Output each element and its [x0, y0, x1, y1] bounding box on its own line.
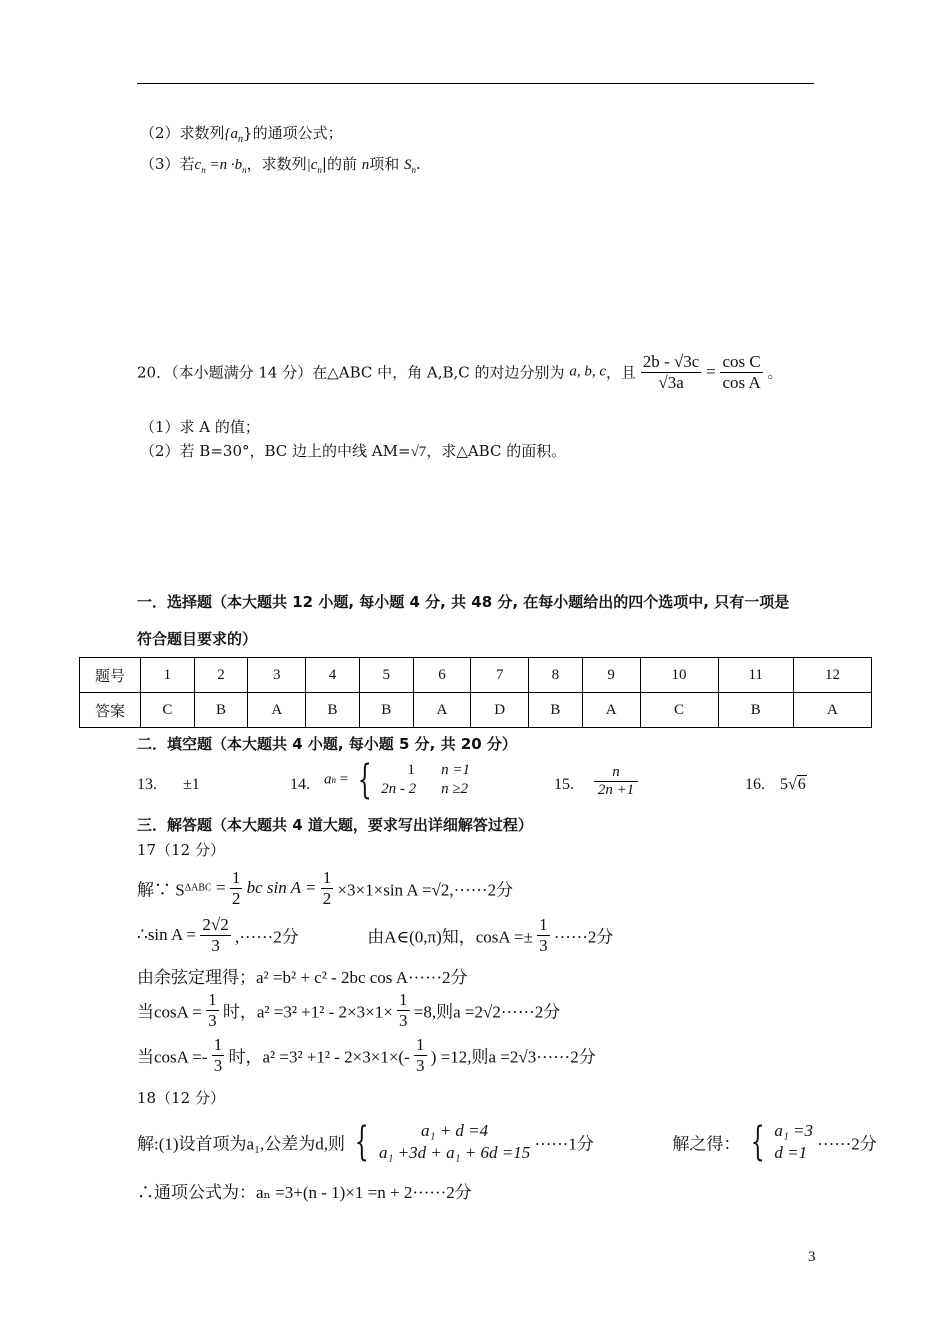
section1-title-line2: 符合题目要求的）	[137, 630, 258, 648]
table-cell: B	[718, 693, 793, 728]
table-cell: 4	[306, 658, 360, 693]
q16-number: 16.	[745, 776, 765, 793]
q14-answer: an = { 1 n =1 2n - 2 n ≥2	[324, 757, 471, 803]
q14-number: 14.	[290, 776, 310, 793]
table-header-cell: 题号	[80, 658, 141, 693]
table-cell: A	[582, 693, 640, 728]
q20-fraction-right: $\frac{\text{cos C}}{\text{cos A}}$	[722, 352, 761, 392]
table-cell: 12	[793, 658, 871, 693]
table-cell: 3	[248, 658, 306, 693]
left-brace-icon: {	[357, 757, 372, 803]
s17-line1: 解∵ SΔABC = $\frac{1}{2}$ bc sin A = $\frac{1}{2}$ ×3×1×sin A =√2,······2分	[137, 868, 514, 908]
table-cell: 9	[582, 658, 640, 693]
answer-table-row-numbers	[80, 658, 872, 693]
q17-label: 17（12 分）	[137, 841, 225, 859]
answer-table	[79, 657, 872, 728]
table-cell: C	[141, 693, 195, 728]
left-brace-icon: {	[750, 1119, 765, 1166]
table-cell: B	[194, 693, 248, 728]
table-cell: B	[359, 693, 413, 728]
q20-statement: 20．（本小题满分 14 分）在△ABC 中，角 A,B,C 的对边分别为 a, b, c，且 $\frac{2b - √3c}{√3a}$ = $\frac{\text{cos C}}{\text{cos A}}$ 。	[137, 352, 783, 392]
table-cell: A	[413, 693, 471, 728]
table-cell: 10	[640, 658, 718, 693]
table-cell: D	[471, 693, 529, 728]
q16-answer: 5√6	[780, 776, 806, 793]
header-rule	[137, 83, 814, 84]
section1-title-line1: 一．选择题（本大题共 12 小题, 每小题 4 分, 共 48 分, 在每小题给出的四个选项中, 只有一项是	[137, 593, 790, 611]
left-brace-icon: {	[355, 1119, 370, 1166]
q13-answer: ±1	[183, 776, 200, 793]
q20-part2: （2）若 B=30°，BC 边上的中线 AM=√7，求△ABC 的面积。	[140, 442, 567, 460]
q19-part3: （3）若$c_n =n \cdot b_n$，求数列$|c_n|$的前 n项和 $S_n$.	[140, 155, 421, 175]
section3-title: 三．解答题（本大题共 4 道大题，要求写出详细解答过程）	[137, 816, 533, 834]
s17-line4: 当cosA = $\frac{1}{3}$ 时，a² =3² +1² - 2×3×1× $\frac{1}{3}$ =8,则a =2√2······2分	[137, 990, 561, 1030]
s17-line5: 当cosA =- $\frac{1}{3}$ 时，a² =3² +1² - 2×3×1×(- $\frac{1}{3}$ ) =12,则a =2√3······2分	[137, 1035, 596, 1075]
s18-line2: ∴通项公式为：aₙ =3+(n - 1)×1 =n + 2······2分	[137, 1183, 472, 1202]
table-header-cell: 答案	[80, 693, 141, 728]
table-cell: B	[306, 693, 360, 728]
answer-table-row-answers	[80, 693, 872, 728]
s17-line2: ∴sin A = $\frac{2√2}{3}$ ,······2分 由A∈(0,π)知，cosA =± $\frac{1}{3}$ ······2分	[137, 915, 614, 955]
q20-fraction-left: $\frac{2b - √3c}{√3a}$	[642, 352, 700, 392]
section2-title: 二．填空题（本大题共 4 小题, 每小题 5 分, 共 20 分）	[137, 735, 517, 753]
q15-answer: $\frac{n}{2n +1}$	[594, 764, 638, 800]
table-cell: A	[248, 693, 306, 728]
page-number: 3	[808, 1249, 816, 1265]
table-cell: 1	[141, 658, 195, 693]
table-cell: 2	[194, 658, 248, 693]
q20-part1: （1）求 A 的值；	[140, 418, 260, 436]
table-cell: A	[793, 693, 871, 728]
q13-number: 13.	[137, 776, 157, 793]
table-cell: B	[529, 693, 583, 728]
s17-line3: 由余弦定理得；a² =b² + c² - 2bc cos A······2分	[137, 968, 468, 987]
table-cell: 8	[529, 658, 583, 693]
table-cell: 11	[718, 658, 793, 693]
q18-label: 18（12 分）	[137, 1089, 225, 1107]
table-cell: 5	[359, 658, 413, 693]
s18-line1: 解:(1)设首项为a₁,公差为d,则 { a₁ + d =4 a₁ +3d + a₁ + 6d =15 ······1分 解之得： { a₁ =3 d =1 ······2分	[137, 1119, 877, 1166]
q19-part2: （2）求数列$\{a_n\}$的通项公式；	[140, 124, 343, 145]
table-cell: C	[640, 693, 718, 728]
table-cell: 7	[471, 658, 529, 693]
q15-number: 15.	[554, 776, 574, 793]
table-cell: 6	[413, 658, 471, 693]
